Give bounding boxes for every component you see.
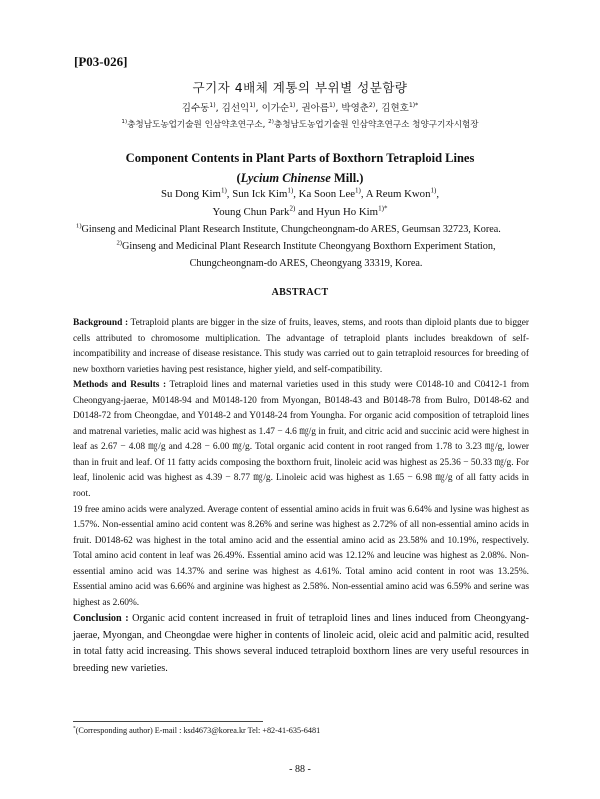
affil-text: 충청남도농업기술원 인삼약초연구소 청양구기자시험장 [273,120,479,130]
title-paren: ( [236,171,241,185]
author: Young Chun Park [212,206,290,218]
abstract-body [73,316,529,677]
author-sup: 2) [289,204,296,213]
methods-text-2: 19 free amino acids were analyzed. Average content of essential amino acids in fruit was 6.64% and lysine was highest as 1.57%. Non-essential amino acid content was 8.26% and serine was highest as 2.72% of all non-essential amino acids in fruit. D0148-62 was highest in the total amino acid and the essential amino acid as 23.58% and 10.19%, respectively. Total amino acid content in leaf was 26.49%. Essential amino acid was 12.12% and leucine was highest as 2.08%. Non-essential amino acid was 14.37% and serine was highest as 4.61%. Total amino acid content in root was 13.25%. Essential amino acid was 6.66% and arginine was highest as 2.58%. Non-essential amino acid was 6.59% and serine was highest as 2.60%. [73,504,529,608]
background-paragraph [73,316,529,378]
ko-author: 박영춘 [341,103,369,114]
ko-author-sup: 1) [209,101,216,109]
author: Su Dong Kim [160,188,221,200]
affil-sup: 1) [121,119,128,126]
conclusion-label: Conclusion : [73,613,129,625]
author-sep: , [293,188,299,200]
author: A Reum Kwon [365,188,431,200]
author-sup: 1) [220,186,227,195]
footnote-mark: * [73,725,76,732]
ko-author-sup: 1) [329,101,336,109]
author-sup: 1) [355,186,361,195]
background-label: Background : [73,318,129,328]
author-sup: 1) [287,186,294,195]
ko-author: 이가순 [261,103,290,114]
ko-author-sup: 2) [368,101,376,109]
korean-affiliation [0,118,600,130]
footnote-divider [73,721,263,722]
ko-author: 김선익 [221,103,250,114]
korean-authors: 김수동$^{1)}$, 김선익$^{1)}$, 이가순$^{1)}$, 권아름$^{1)}$, 박영춘$^{2)}$, 김현호$^{1)*}$ [181,101,419,114]
ko-author: 권아름 [301,103,330,114]
ko-author-sup: 1) [289,101,296,109]
conclusion-text: Organic acid content increased in fruit of tetraploid lines and lines induced from Cheongyang-jaerae, Myongan, and Cheongdae were higher in contents of linoleic acid, oleic acid and palmitic acid, resulted in total fatty acid increasing. This shows several induced tetraploid boxthorn lines are very useful resources in breeding new varieties. [73,613,529,674]
footnote [73,726,320,735]
ko-author-sup: 1)* [408,101,419,109]
english-affiliation [76,221,536,272]
species-name: Lycium Chinense [240,171,331,185]
methods-paragraph [73,378,529,502]
author-sup: 1)* [378,204,388,213]
affil-2-line2: Chungcheongnam-do ARES, Cheongyang 33319, Korea. [189,258,423,269]
background-text: Tetraploid plants are bigger in the size of fruits, leaves, stems, and roots than diploid plants due to bigger cells attributed to chromosome multiplication. The advantage of tetraploid plants includes breakdown of self-incompatibility and increase of disease resistance. This study was carried out to gain tetraploid resources for breeding of new boxthorn varieties having pest resistance, higher yield, and self-compatibility. [73,318,529,375]
author-sup: 1) [430,186,437,195]
methods-label: Methods and Results : [73,380,167,391]
author-sep: , [360,188,366,200]
title-line: Component Contents in Plant Parts of Boxthorn Tetraploid Lines [125,151,475,165]
affil-sup: 1) [76,222,82,230]
author-sep: , [436,188,440,200]
english-title [0,148,600,188]
ko-author: 김현호 [381,103,409,114]
affil-text: Ginseng and Medicinal Plant Research Institute Cheongyang Boxthorn Experiment Station, [122,241,496,252]
author-sep: , [226,188,233,200]
affil-text: 충청남도농업기술원 인삼약초연구소, [127,120,266,130]
ko-author: 김수동 [181,103,210,114]
methods-text: Tetraploid lines and maternal varieties used in this study were C0148-10 and C0412-1 from Cheongyang-jaerae, M0148-94 and M0148-120 from Myongan, B0148-43 and B0148-78 from Bulro, D0148-62 and D0148-72 from Cheongdae, and Y0148-2 and Y0148-24 from Youngha. For organic acid composition of tetraploid lines and matrenal varieties, malic acid was highest as 1.47 − 4.6 ㎎/g in fruit, and citric acid and succinic acid were highest in leaf as 2.67 − 4.08 ㎎/g and 4.28 − 6.00 ㎎/g. Total organic acid content in root ranged from 1.78 to 3.23 ㎎/g, lower than in fruit and leaf. Of 11 fatty acids composing the boxthorn fruit, linoleic acid was highest as 25.36 − 50.33 ㎎/g. For leaf, linolenic acid was highest as 4.39 − 8.77 ㎎/g. Linoleic acid was highest as 1.65 − 6.98 ㎎/g of all fatty acids in root. [73,380,529,500]
abstract-heading: ABSTRACT [271,287,329,298]
affil-2-line1 [76,238,536,255]
affil-sup: 2) [116,239,123,247]
author-sep: and [295,206,317,218]
author: Ka Soon Lee [298,188,356,200]
conclusion-paragraph [73,611,529,677]
korean-title: 구기자 4배체 계통의 부위별 성분함량 [192,80,408,95]
paper-code: [P03-026] [74,54,128,69]
english-authors [0,185,600,221]
methods-paragraph-2 [73,503,529,612]
author: Sun Ick Kim [232,188,288,200]
affil-sup: 2) [268,119,274,126]
affil-text: Ginseng and Medicinal Plant Research Institute, Chungcheongnam-do ARES, Geumsan 32723, Korea. [81,224,501,235]
ko-author-sup: 1) [249,101,256,109]
title-rest: Mill.) [330,171,364,185]
author: Hyun Ho Kim [316,206,379,218]
page-number: - 88 - [289,764,311,775]
footnote-text: (Corresponding author) E-mail : ksd4673@korea.kr Tel: +82-41-635-6481 [75,726,321,735]
